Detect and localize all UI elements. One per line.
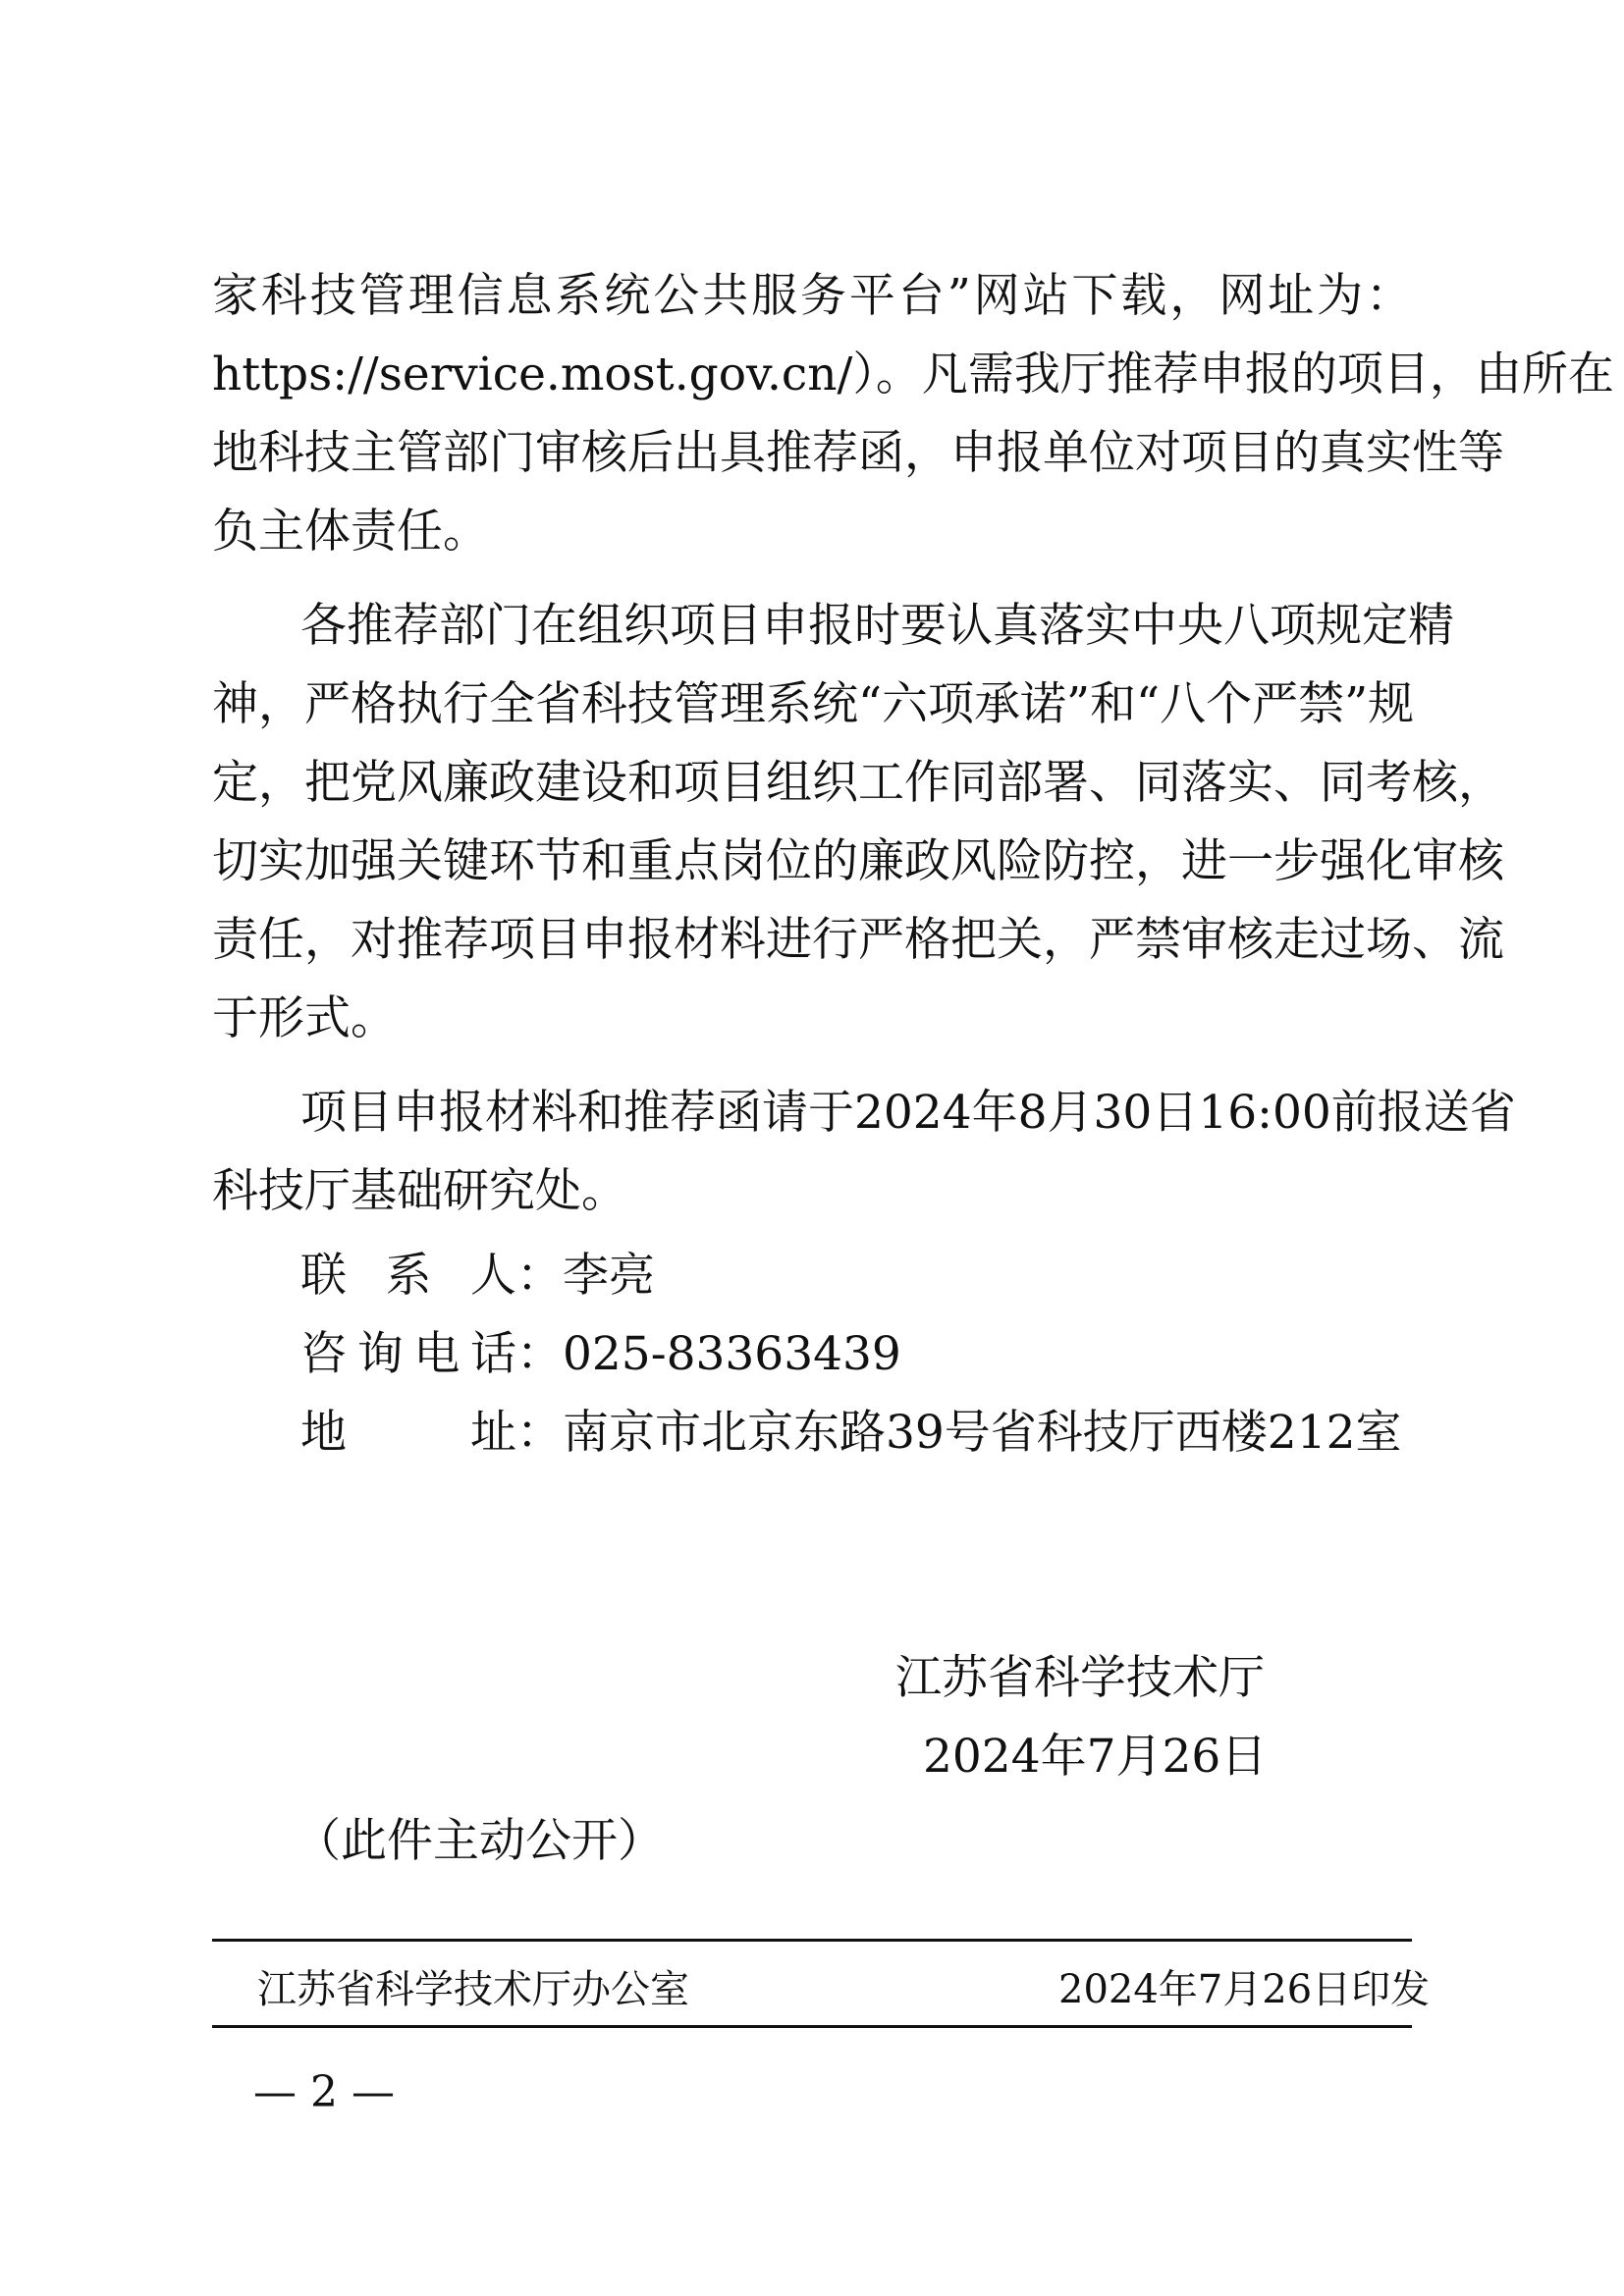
paragraph-2-line-2: 神，严格执行全省科技管理系统“六项承诺”和“八个严禁”规: [212, 677, 1415, 731]
contact-phone-value: 025-83363439: [563, 1327, 901, 1381]
contact-phone-colon: ：: [516, 1327, 563, 1381]
paragraph-2-line-3: 定，把党风廉政建设和项目组织工作同部署、同落实、同考核，: [212, 756, 1504, 810]
footer-bottom-rule: [212, 2025, 1412, 2028]
contact-phone-label: 咨询电话: [300, 1327, 516, 1381]
contact-person: [300, 1247, 655, 1306]
paragraph-1-line-1: 家科技管理信息系统公共服务平台”网站下载，网址为：: [212, 269, 1412, 323]
contact-address-label: 地址: [300, 1406, 516, 1460]
signature-organization: 江苏省科学技术厅: [895, 1651, 1265, 1705]
contact-person-value: 李亮: [563, 1249, 655, 1303]
signature-date: 2024年7月26日: [923, 1730, 1268, 1784]
paragraph-3-line-2: 科技厅基础研究处。: [212, 1164, 627, 1218]
contact-person-colon: ：: [516, 1249, 563, 1303]
contact-address: [300, 1404, 1402, 1463]
paragraph-1-line-3: 地科技主管部门审核后出具推荐函，申报单位对项目的真实性等: [212, 426, 1504, 480]
paragraph-3-line-1: 项目申报材料和推荐函请于2024年8月30日16:00前报送省: [300, 1086, 1516, 1140]
paragraph-2-line-1: 各推荐部门在组织项目申报时要认真落实中央八项规定精: [300, 599, 1454, 653]
contact-address-value: 南京市北京东路39号省科技厅西楼212室: [563, 1406, 1402, 1460]
contact-phone: [300, 1325, 901, 1384]
footer-top-rule: [212, 1939, 1412, 1942]
paragraph-1-line-2: https://service.most.gov.cn/）。凡需我厅推荐申报的项目，由所在: [212, 347, 1614, 401]
paragraph-2-line-6: 于形式。: [212, 991, 397, 1045]
page-number: — 2 —: [253, 2067, 395, 2117]
paragraph-2-line-5: 责任，对推荐项目申报材料进行严格把关，严禁审核走过场、流: [212, 913, 1504, 967]
contact-person-label: 联系人: [300, 1249, 516, 1303]
contact-address-colon: ：: [516, 1406, 563, 1460]
footer-issuer: 江苏省科学技术厅办公室: [257, 1967, 689, 2012]
disclosure-note: （此件主动公开）: [295, 1814, 664, 1868]
paragraph-1-line-4: 负主体责任。: [212, 505, 489, 559]
footer-issue-date: 2024年7月26日印发: [1058, 1967, 1431, 2012]
paragraph-2-line-4: 切实加强关键环节和重点岗位的廉政风险防控，进一步强化审核: [212, 834, 1504, 888]
